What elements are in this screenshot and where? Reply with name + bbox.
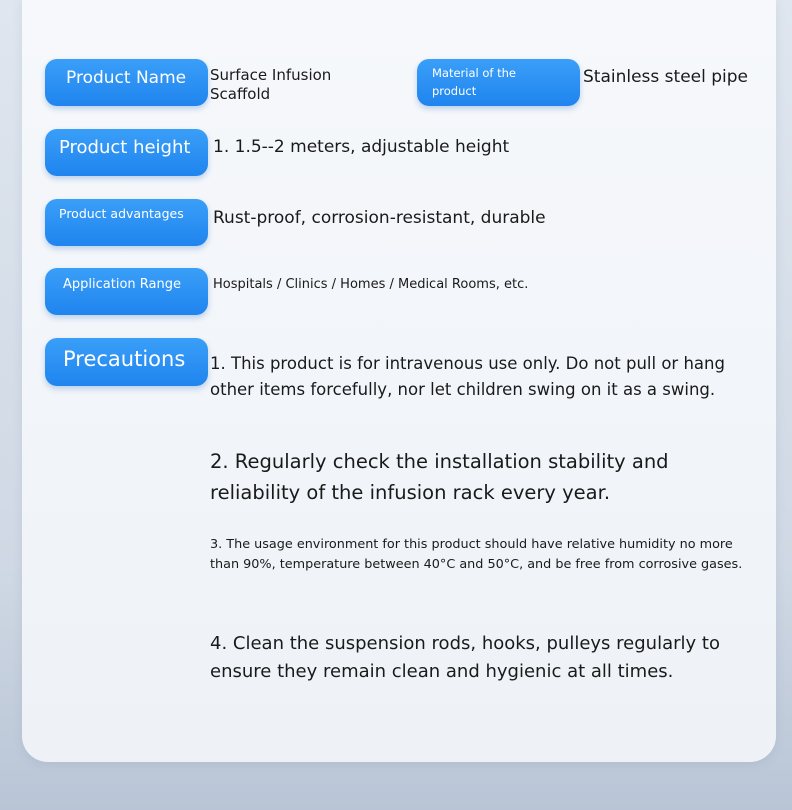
product-height-label-text: Product height (59, 137, 191, 158)
precautions-label (45, 338, 208, 386)
material-label-line1: Material of the (432, 66, 516, 80)
precaution-item-3 (210, 535, 742, 575)
application-range-value: Hospitals / Clinics / Homes / Medical Rooms, etc. (213, 277, 529, 292)
product-height-value: 1. 1.5--2 meters, adjustable height (213, 137, 510, 157)
product-advantages-label (45, 199, 208, 246)
precaution-item-3-line1: 3. The usage environment for this product should have relative humidity no more (210, 537, 733, 552)
precautions-label-text: Precautions (63, 347, 186, 371)
product-name-value-line1: Surface Infusion (210, 66, 332, 84)
application-range-label-text: Application Range (63, 277, 181, 292)
precaution-item-2-line1: 2. Regularly check the installation stability and (210, 450, 669, 473)
product-height-label (45, 129, 208, 176)
material-value: Stainless steel pipe (583, 67, 749, 87)
material-label (417, 59, 580, 106)
precaution-item-4-line1: 4. Clean the suspension rods, hooks, pulleys regularly to (210, 633, 720, 654)
precaution-item-4 (210, 630, 720, 686)
material-label-line2: product (432, 84, 477, 98)
precaution-item-1-line2: other items forcefully, nor let children swing on it as a swing. (210, 380, 716, 399)
precaution-item-2 (210, 446, 669, 508)
precaution-item-3-line2: than 90%, temperature between 40°C and 50°C, and be free from corrosive gases. (210, 557, 743, 572)
precaution-item-4-line2: ensure they remain clean and hygienic at all times. (210, 661, 674, 682)
product-name-value (210, 66, 331, 104)
product-name-value-line2: Scaffold (210, 85, 271, 103)
precaution-item-2-line2: reliability of the infusion rack every year. (210, 481, 611, 504)
precaution-item-1 (210, 351, 725, 403)
product-advantages-value: Rust-proof, corrosion-resistant, durable (213, 208, 546, 228)
application-range-label (45, 268, 208, 315)
precaution-item-1-line1: 1. This product is for intravenous use only. Do not pull or hang (210, 354, 725, 373)
product-name-label-text: Product Name (66, 68, 187, 88)
product-advantages-label-text: Product advantages (59, 206, 184, 221)
product-name-label (45, 59, 208, 106)
